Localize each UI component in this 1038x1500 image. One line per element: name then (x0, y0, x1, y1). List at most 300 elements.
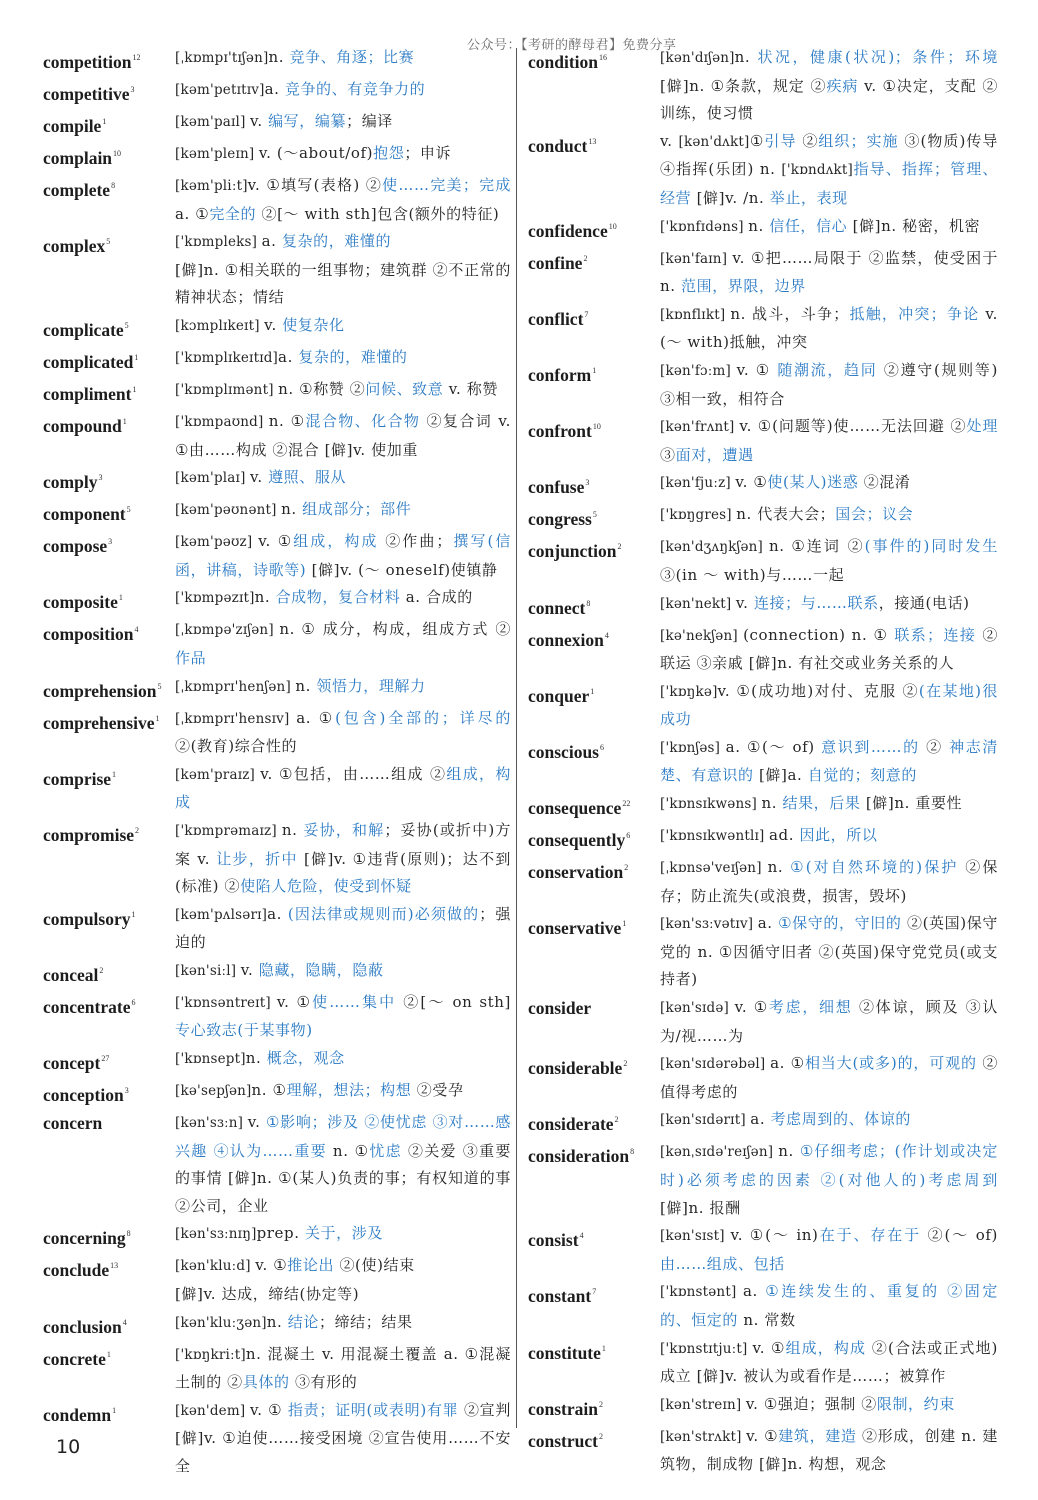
definition-text: n. ① (268, 411, 306, 430)
headword (43, 1309, 175, 1341)
key-meaning: 建筑，建造 (778, 1426, 857, 1445)
headword-text: considerable (528, 1058, 623, 1079)
headword-text: conservation (528, 862, 624, 883)
headword (528, 854, 660, 886)
definition-text: a. (742, 1282, 766, 1301)
dictionary-entry (528, 790, 998, 822)
definition (175, 1045, 511, 1074)
headword-text: complex (43, 236, 106, 257)
frequency-count: 6 (626, 831, 631, 841)
frequency-count: 8 (630, 1147, 635, 1157)
definition-text: n. (245, 1049, 267, 1068)
frequency-count: 2 (599, 1399, 603, 1409)
headword-text: compromise (43, 824, 135, 845)
headword (43, 989, 175, 1021)
key-meaning: 合成物，复合材料 (275, 588, 401, 607)
definition-text: v. ①强迫；强制 ② (745, 1394, 877, 1413)
dictionary-entry (43, 761, 511, 817)
headword-text: compile (43, 116, 102, 136)
key-meaning: 组织；实施 (818, 131, 899, 150)
phonetic: [kən'sɜːnɪŋ] (175, 1226, 257, 1243)
headword (528, 910, 660, 942)
key-meaning: 面对，遭遇 (675, 445, 754, 464)
definition-text: v. ① (734, 998, 769, 1017)
definition-text: n. (734, 48, 758, 66)
dictionary-entry (43, 228, 511, 312)
definition (175, 616, 511, 672)
definition-text: a. ① (175, 204, 210, 223)
definition-text: v. (250, 112, 269, 130)
frequency-count: 8 (111, 181, 116, 190)
definition (175, 528, 511, 584)
definition-text: ②复合词 v. ①由……构成 ②混合 [僻]v. 使加重 (175, 411, 511, 459)
dictionary-entry (43, 673, 511, 705)
headword-text: concern (43, 1113, 103, 1134)
headword (528, 1391, 660, 1423)
headword-text: component (43, 504, 126, 525)
headword (528, 1278, 660, 1310)
phonetic: [kən'faɪn] (660, 250, 733, 267)
key-meaning: 举止，表现 (769, 188, 848, 207)
frequency-count: 1 (590, 686, 595, 696)
frequency-count: 1 (112, 769, 117, 779)
definition-text: n. (268, 48, 290, 66)
definition-text: ②关爱 ③重要的事情 [僻]n. ①(某人)负责的事；有权知道的事 ②公司，企业 (175, 1141, 511, 1215)
dictionary-entry (43, 1397, 511, 1481)
headword-text: complain (43, 148, 113, 168)
headword-text: concept (43, 1053, 101, 1074)
definition-text: v. ① (249, 1400, 288, 1419)
definition-text: v. ①把……局限于 ②监禁，使受困于 n. (660, 248, 998, 296)
definition-text: n. (281, 820, 304, 839)
dictionary-entry (528, 213, 998, 245)
frequency-count: 1 (112, 1405, 117, 1415)
headword (43, 76, 175, 108)
headword (43, 1109, 175, 1137)
headword-text: condition (528, 52, 599, 72)
headword-text: composition (43, 624, 134, 645)
frequency-count: 1 (592, 365, 597, 375)
key-meaning: 问候、致意 (365, 379, 444, 398)
phonetic: [ˌkɒmpɪ'tɪʃən] (175, 50, 269, 66)
definition (175, 172, 511, 228)
key-meaning: 连接；与……联系 (753, 593, 879, 612)
phonetic: ['kɒnstənt] (660, 1284, 743, 1301)
headword (528, 622, 660, 654)
definition-text: a. (264, 80, 285, 98)
key-meaning: 相当大(或多)的，可观的 (804, 1054, 977, 1073)
key-meaning: 组成，构成 (785, 1338, 867, 1357)
phonetic: [kən'siːl] (175, 962, 241, 979)
frequency-count: 1 (122, 416, 127, 426)
phonetic: [kəm'pʌlsərɪ] (175, 906, 268, 923)
definition-text: ① (749, 131, 765, 150)
definition-text: a. ①(～ of) (725, 737, 822, 756)
headword-text: concentrate (43, 996, 131, 1017)
headword-text: constant (528, 1286, 592, 1307)
definition-text: v. ①决定，支配 ②训练，使习惯 (660, 76, 998, 123)
definition (175, 761, 511, 817)
key-meaning: 信任，信心 (769, 216, 848, 235)
definition-text: v. (250, 468, 269, 487)
frequency-count: 2 (598, 1431, 603, 1441)
column-divider (516, 48, 517, 1428)
definition (175, 108, 511, 137)
headword (528, 734, 660, 766)
frequency-count: 27 (101, 1054, 110, 1064)
headword-text: confidence (528, 220, 608, 241)
phonetic: [ˌkɒmpə'zɪʃən] (175, 622, 280, 639)
headword (528, 128, 660, 160)
dictionary-entry (43, 957, 511, 989)
phonetic: [kən'sɪdərəbəl] (660, 1056, 771, 1073)
key-meaning: 混合物、化合物 (305, 411, 421, 430)
phonetic: [ˌkɒnsə'veɪʃən] (660, 860, 768, 877)
definition (660, 213, 998, 242)
headword-text: compound (43, 415, 122, 436)
phonetic: [ˌkɒmprɪ'henʃən] (175, 678, 296, 695)
dictionary-entry (528, 734, 998, 790)
key-meaning: (包含)全部的；详尽的 (335, 708, 511, 727)
definition (660, 1335, 998, 1391)
key-meaning: 由……组成、包括 (660, 1254, 785, 1273)
definition-text: ②体谅，顾及 ③认为/视……为 (660, 998, 998, 1045)
key-meaning: 具体的 (242, 1373, 290, 1392)
definition-text: ③ (660, 445, 676, 464)
key-meaning: 组成，构成 (175, 764, 511, 812)
definition (660, 790, 998, 819)
definition (175, 344, 511, 373)
frequency-count: 7 (592, 1287, 597, 1297)
key-meaning: 指导、指挥；管理、经营 (660, 160, 998, 207)
phonetic: [kən'dʒʌŋkʃən] (660, 539, 769, 556)
key-meaning: 使复杂化 (282, 315, 345, 334)
phonetic: ['kɒmplɪmənt] (175, 381, 279, 398)
phonetic: [kəm'paɪl] (175, 114, 251, 130)
key-meaning: 状况，健康(状况)；条件；环境 (757, 48, 998, 66)
phonetic: [kənˌsɪdə'reɪʃən] (660, 1144, 779, 1161)
key-meaning: 使陷人危险，使受到怀疑 (240, 877, 412, 896)
definition (660, 1050, 998, 1106)
frequency-count: 4 (134, 625, 139, 635)
key-meaning: 引导 (764, 131, 797, 150)
definition-text: ③(物质)传导 ④指挥(乐团) n. (660, 131, 998, 179)
definition-text: n. 代表大会； (736, 505, 836, 524)
frequency-count: 10 (113, 149, 122, 158)
definition-text: n. ①称赞 ② (278, 379, 366, 398)
key-meaning: 限制，约束 (876, 1394, 955, 1413)
frequency-count: 1 (106, 1349, 111, 1359)
phonetic: ['kɒnʃəs] (660, 739, 726, 756)
headword (43, 228, 175, 260)
key-meaning: 抱怨 (373, 144, 405, 162)
headword (528, 1138, 660, 1170)
definition (175, 1309, 511, 1338)
dictionary-entry (528, 678, 998, 734)
definition (175, 901, 511, 957)
frequency-count: 7 (584, 309, 589, 319)
definition-text: ③有形的 (289, 1373, 358, 1392)
dictionary-entry (43, 584, 511, 616)
headword (43, 44, 175, 76)
headword (43, 901, 175, 933)
headword-text: concrete (43, 1348, 106, 1369)
dictionary-entry (528, 1106, 998, 1138)
dictionary-entry (528, 1391, 998, 1423)
definition-text: n. ① (326, 1141, 370, 1160)
key-meaning: 因此，所以 (799, 826, 878, 845)
key-meaning: 随潮流，趋同 (777, 360, 878, 379)
frequency-count: 1 (102, 117, 107, 126)
definition (175, 584, 511, 613)
phonetic: ['kɒnsɪkwəntlɪ] (660, 828, 769, 845)
dictionary-entry (528, 501, 998, 533)
headword-text: consideration (528, 1146, 630, 1167)
headword (528, 1222, 660, 1254)
headword-text: comprise (43, 768, 112, 789)
dictionary-entry (43, 528, 511, 584)
definition-text: v. (247, 1113, 266, 1132)
frequency-count: 5 (157, 681, 162, 691)
dictionary-entry (528, 1050, 998, 1106)
phonetic: ['kɒmpaʊnd] (175, 413, 269, 430)
dictionary-entry (528, 854, 998, 910)
key-meaning: 结论 (287, 1312, 319, 1331)
key-meaning: 遵照、服从 (268, 468, 347, 487)
definition-text: ②[～ on sth] (396, 992, 511, 1011)
key-meaning: ①保守的，守旧的 (778, 914, 902, 933)
frequency-count: 2 (614, 1115, 619, 1125)
frequency-count: 5 (592, 510, 597, 520)
definition-text: a. (261, 232, 282, 251)
headword (528, 1335, 660, 1367)
definition-text: n. (266, 1312, 288, 1331)
definition-text: v. ① (255, 1256, 288, 1275)
phonetic: [kən'sɪst] (660, 1228, 731, 1245)
frequency-count: 4 (579, 1231, 584, 1241)
definition-text: v. 称赞 (443, 379, 498, 398)
headword-text: comprehension (43, 680, 157, 701)
dictionary-entry (43, 496, 511, 528)
definition (660, 590, 998, 619)
definition-text: n. (778, 1142, 800, 1161)
definition-text: n. (767, 858, 791, 877)
frequency-count: 3 (108, 537, 113, 547)
definition-text: v. ①包括，由……组成 ② (260, 764, 447, 783)
definition (660, 1138, 998, 1222)
frequency-count: 6 (131, 997, 136, 1007)
key-meaning: 在于、存在于 (818, 1226, 921, 1245)
key-meaning: ①仔细考虑；(作计划或决定时)必须考虑的因素 ②(对他人的)考虑周到 (660, 1142, 999, 1189)
definition-text: n. (295, 676, 317, 695)
key-meaning: 撰写(信函，讲稿，诗歌等) (175, 532, 511, 579)
headword-text: compulsory (43, 908, 131, 929)
phonetic: [kəm'petɪtɪv] (175, 82, 265, 98)
definition-text: n. (254, 588, 276, 607)
dictionary-entry (43, 1109, 511, 1220)
definition-text: a. (267, 904, 288, 923)
key-meaning: 忧虑 (369, 1141, 402, 1160)
dictionary-entry (528, 910, 998, 994)
definition-text: n. (281, 500, 303, 519)
key-meaning: 使(某人)迷惑 (767, 473, 859, 492)
key-meaning: 神志清楚、有意识的 (660, 737, 998, 785)
headword-text: constrain (528, 1398, 598, 1419)
dictionary-entry (43, 1077, 511, 1109)
definition-text: [僻]v. (～ oneself)使镇静 (306, 560, 498, 579)
definition-text: [僻]v. 达成，缔结(协定等) (175, 1285, 360, 1304)
headword-text: confront (528, 421, 592, 442)
frequency-count: 1 (155, 713, 160, 723)
headword-text: confine (528, 252, 583, 273)
frequency-count: 22 (622, 799, 631, 809)
definition (660, 245, 998, 301)
frequency-count: 10 (608, 221, 617, 231)
headword (528, 245, 660, 277)
headword (43, 108, 175, 140)
headword-text: condemn (43, 1404, 112, 1425)
definition-text: v. (264, 315, 283, 334)
definition-text: ②形成，创建 n. 建筑物，制成物 [僻]n. 构想，观念 (660, 1426, 998, 1474)
headword-text: comply (43, 472, 98, 493)
definition-text: n. ① 成分，构成，组成方式 ② (279, 620, 511, 639)
key-meaning: 推论出 (287, 1256, 335, 1275)
frequency-count: 4 (604, 630, 609, 640)
phonetic: [kɔmplɪkeɪt] (175, 317, 265, 334)
definition (175, 376, 511, 405)
frequency-count: 5 (126, 505, 131, 515)
key-meaning: 理解，想法；构想 (286, 1081, 412, 1100)
definition (175, 496, 511, 525)
definition-text: a. (757, 914, 779, 933)
headword-text: competition (43, 52, 132, 72)
headword-text: composite (43, 592, 118, 613)
phonetic: ['kɒŋkriːt] (175, 1346, 246, 1363)
dictionary-entry (528, 994, 998, 1050)
headword-text: conquer (528, 685, 590, 706)
definition-text: ；编译 (346, 112, 393, 130)
watermark-text: 公众号：【考研的酵母君】免费分享 (467, 38, 677, 53)
definition (175, 228, 511, 312)
dictionary-entry (528, 1423, 998, 1479)
phonetic: [kən'nekt] (660, 595, 736, 612)
definition-text: [僻]a. (753, 766, 808, 785)
headword (43, 1252, 175, 1284)
key-meaning: 考虑周到的、体谅的 (770, 1110, 911, 1129)
frequency-count: 1 (118, 593, 123, 603)
headword (43, 528, 175, 560)
frequency-count: 2 (135, 825, 140, 835)
definition (175, 76, 511, 105)
headword (43, 1045, 175, 1077)
definition-text: v. (660, 131, 679, 150)
headword (43, 496, 175, 528)
key-meaning: 完全的 (209, 204, 257, 223)
dictionary-entry (43, 901, 511, 957)
dictionary-entry (528, 1222, 998, 1278)
dictionary-entry (43, 989, 511, 1045)
dictionary-entry (43, 1220, 511, 1252)
headword (528, 501, 660, 533)
dictionary-entry (43, 1045, 511, 1077)
dictionary-entry (43, 1309, 511, 1341)
frequency-count: 2 (617, 542, 622, 552)
frequency-count: 2 (583, 253, 588, 263)
definition-text: [僻]n. ①相关联的一组事物；建筑群 ②不正常的精神状态；情结 (175, 260, 511, 307)
dictionary-entry (528, 128, 998, 213)
definition (660, 854, 998, 910)
definition-text: v. (240, 960, 259, 979)
headword (43, 761, 175, 793)
definition (660, 1423, 998, 1479)
headword-text: consist (528, 1230, 579, 1251)
definition-text: n. (748, 216, 770, 235)
phonetic: [kən'strʌkt] (660, 1428, 747, 1445)
phonetic: [kəm'plaɪ] (175, 470, 251, 487)
phonetic: ['kɒmprəmaɪz] (175, 822, 282, 839)
dictionary-entry (528, 533, 998, 589)
key-meaning: (因法律或规则而)必须做的 (287, 904, 480, 923)
headword-text: confuse (528, 477, 585, 498)
key-meaning: 使……集中 (312, 992, 397, 1011)
dictionary-entry (528, 301, 998, 357)
headword (528, 533, 660, 565)
headword (528, 1106, 660, 1138)
dictionary-entry (528, 622, 998, 678)
dictionary-entry (43, 108, 511, 140)
key-meaning: 指责；证明(或表明)有罪 (287, 1400, 459, 1419)
definition-text: ad. (768, 826, 800, 845)
headword-text: congress (528, 509, 592, 530)
definition-text: a. ① (770, 1054, 805, 1073)
phonetic: ['kɒnsɪkwəns] (660, 796, 762, 813)
headword (43, 1220, 175, 1252)
dictionary-entry (43, 44, 511, 76)
definition-text: ②遵守(规则等) ③相一致，相符合 (660, 360, 998, 408)
phonetic: [ˌkɒmprɪ'hensɪv] (175, 710, 297, 727)
phonetic: [kəm'pəʊz] (175, 534, 259, 551)
definition (660, 822, 998, 851)
headword-text: conclude (43, 1260, 110, 1281)
definition (660, 357, 998, 413)
phonetic: ['kɒnfɪdəns] (660, 218, 749, 235)
definition (660, 1278, 998, 1334)
key-meaning: 竞争、角逐；比赛 (289, 48, 415, 66)
definition (660, 413, 998, 469)
phonetic: [kə'nekʃən] (660, 627, 744, 644)
dictionary-entry (528, 469, 998, 501)
phonetic: ['kɒmpəzɪt] (175, 590, 255, 607)
headword (528, 678, 660, 710)
phonetic: [kən'fjuːz] (660, 475, 736, 492)
key-meaning: ①连续发生的、重复的 ②固定的、恒定的 (660, 1282, 998, 1329)
definition-text: ；申诉 (404, 144, 452, 162)
definition (175, 140, 511, 169)
frequency-count: 3 (585, 478, 590, 488)
definition-text: n. 战斗，斗争； (730, 304, 849, 323)
frequency-count: 2 (99, 965, 104, 975)
headword (528, 994, 660, 1022)
definition (660, 1222, 998, 1278)
definition-text: [僻]n. 重要性 (860, 794, 963, 813)
frequency-count: 13 (588, 136, 597, 146)
phonetic: [kə'sepʃən] (175, 1083, 252, 1100)
headword (528, 413, 660, 445)
definition (660, 678, 998, 734)
phonetic: [kəm'pliːt] (175, 178, 248, 194)
headword-text: competitive (43, 84, 130, 104)
key-meaning: 考虑，细想 (768, 998, 853, 1017)
